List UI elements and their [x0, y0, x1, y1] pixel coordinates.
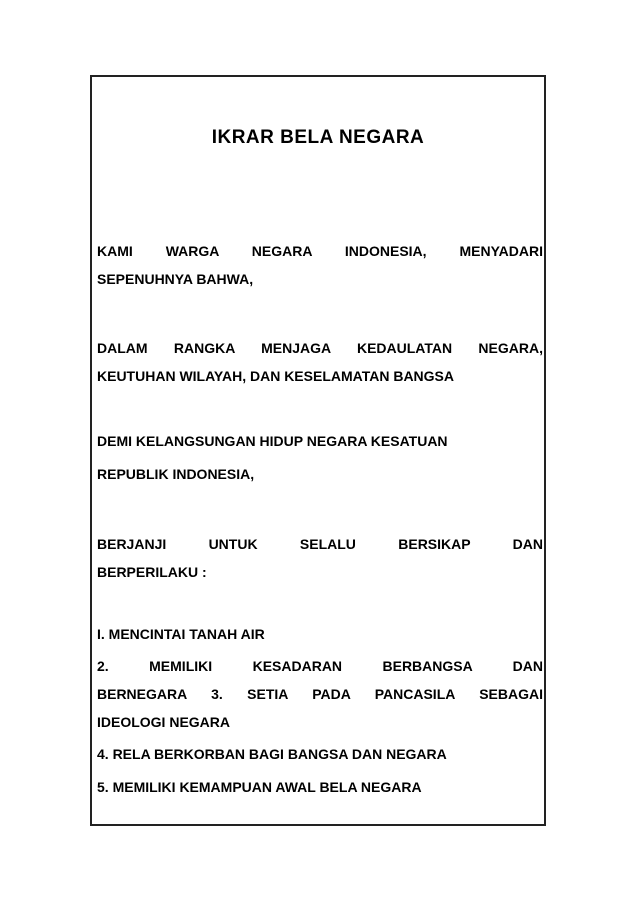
list-item: IDEOLOGI NEGARA	[97, 714, 231, 730]
list-item: 4. RELA BERKORBAN BAGI BANGSA DAN NEGARA	[97, 746, 447, 762]
paragraph-line: REPUBLIK INDONESIA,	[97, 466, 255, 482]
paragraph-line: DEMI KELANGSUNGAN HIDUP NEGARA KESATUAN	[97, 433, 448, 449]
paragraph-line: BERPERILAKU :	[97, 564, 207, 580]
list-item: BERNEGARA 3. SETIA PADA PANCASILA SEBAGAI	[97, 686, 543, 702]
paragraph-sovereignty	[97, 334, 543, 390]
pledge-list	[97, 620, 543, 801]
paragraph-line: SEPENUHNYA BAHWA,	[97, 271, 254, 287]
paragraph-line: KAMI WARGA NEGARA INDONESIA, MENYADARI	[97, 243, 543, 259]
list-item: 5. MEMILIKI KEMAMPUAN AWAL BELA NEGARA	[97, 779, 422, 795]
paragraph-awareness	[97, 237, 543, 293]
paragraph-line: BERJANJI UNTUK SELALU BERSIKAP DAN	[97, 536, 543, 552]
paragraph-line: KEUTUHAN WILAYAH, DAN KESELAMATAN BANGSA	[97, 368, 455, 384]
document-frame	[90, 75, 546, 826]
paragraph-continuity	[97, 427, 543, 488]
list-item: I. MENCINTAI TANAH AIR	[97, 626, 265, 642]
list-item: 2. MEMILIKI KESADARAN BERBANGSA DAN	[97, 658, 543, 674]
paragraph-pledge	[97, 530, 543, 586]
document-title: IKRAR BELA NEGARA	[211, 127, 425, 148]
paragraph-line: DALAM RANGKA MENJAGA KEDAULATAN NEGARA,	[97, 340, 543, 356]
